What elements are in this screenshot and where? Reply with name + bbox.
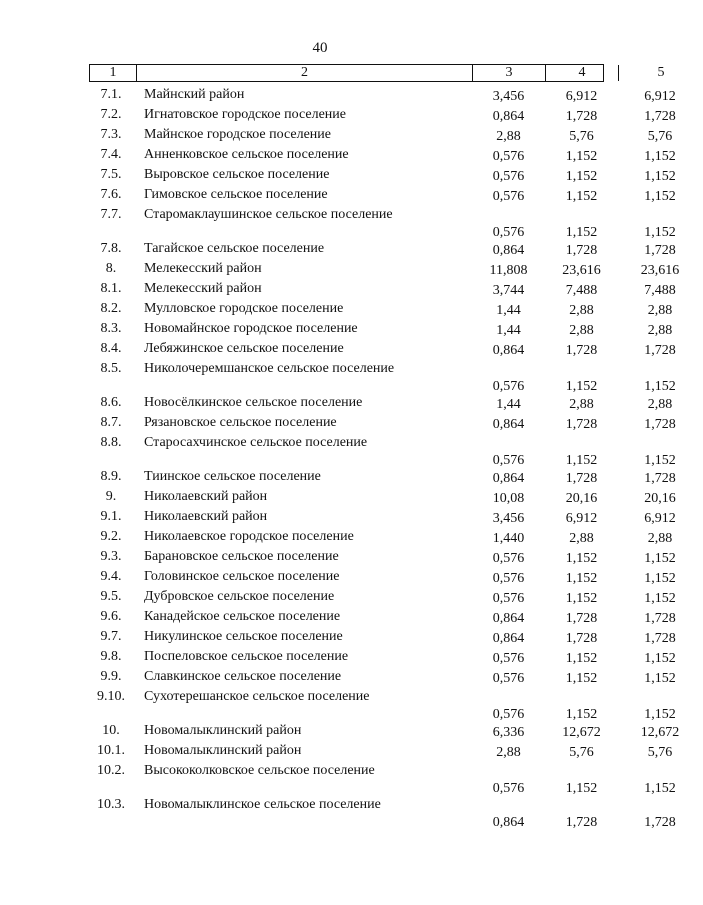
table-row — [89, 566, 676, 586]
row-value-col3: 1,44 — [496, 323, 521, 338]
row-value-col5: 1,728 — [644, 815, 676, 830]
row-number: 7.2. — [100, 107, 122, 122]
row-value-col3: 0,864 — [492, 611, 525, 626]
row-value-col3: 0,576 — [492, 551, 525, 566]
row-name: Барановское сельское поселение — [144, 549, 339, 564]
row-name: Никулинское сельское поселение — [144, 629, 343, 644]
row-value-col5: 1,152 — [644, 651, 676, 666]
row-value-col3: 0,864 — [492, 471, 525, 486]
table-row — [89, 318, 673, 338]
table-row — [89, 794, 676, 830]
table-row — [89, 258, 680, 278]
row-value-col3: 0,864 — [492, 243, 525, 258]
table-row — [89, 760, 676, 796]
row-value-col4: 2,88 — [569, 531, 594, 546]
row-number: 8.8. — [100, 435, 122, 450]
row-value-col4: 1,152 — [565, 149, 598, 164]
row-number: 9.9. — [100, 669, 122, 684]
table-row — [89, 104, 676, 124]
row-name: Игнатовское городское поселение — [144, 107, 346, 122]
row-value-col5: 12,672 — [640, 725, 680, 740]
table-row — [89, 124, 673, 144]
row-number: 8.7. — [100, 415, 122, 430]
row-number: 8.2. — [100, 301, 122, 316]
header-col-1: 1 — [90, 65, 137, 81]
row-name: Выровское сельское поселение — [144, 167, 330, 182]
row-value-col4: 6,912 — [565, 89, 598, 104]
row-number: 10.3. — [97, 797, 125, 812]
row-value-col4: 1,728 — [565, 611, 598, 626]
row-value-col4: 6,912 — [565, 511, 598, 526]
row-value-col4: 20,16 — [565, 491, 598, 506]
row-number: 8.6. — [100, 395, 122, 410]
table-row — [89, 392, 673, 412]
row-name: Старомаклаушинское сельское поселение — [144, 207, 393, 222]
row-number: 9.6. — [100, 609, 122, 624]
row-value-col3: 2,88 — [496, 129, 521, 144]
row-name: Николаевский район — [144, 509, 268, 524]
row-value-col5: 1,152 — [644, 591, 676, 606]
table-row — [89, 546, 676, 566]
row-value-col3: 0,864 — [492, 815, 525, 830]
row-name: Анненковское сельское поселение — [144, 147, 349, 162]
table-row — [89, 278, 676, 298]
row-value-col5: 1,152 — [644, 379, 676, 394]
row-number: 7.6. — [100, 187, 122, 202]
row-value-col3: 11,808 — [489, 263, 528, 278]
header-col-4: 4 — [546, 65, 619, 81]
row-number: 9.1. — [100, 509, 122, 524]
row-value-col5: 23,616 — [640, 263, 680, 278]
table-row — [89, 646, 676, 666]
row-value-col5: 2,88 — [647, 397, 673, 412]
table-row — [89, 238, 676, 258]
row-number: 9.2. — [100, 529, 122, 544]
row-number: 9.10. — [97, 689, 125, 704]
row-number: 7.3. — [100, 127, 122, 142]
row-name: Николаевское городское поселение — [144, 529, 354, 544]
row-name: Дубровское сельское поселение — [144, 589, 335, 604]
row-value-col5: 1,152 — [644, 169, 676, 184]
row-number: 9.4. — [100, 569, 122, 584]
row-number: 10.1. — [97, 743, 125, 758]
row-number: 8.3. — [100, 321, 122, 336]
row-number: 8.5. — [100, 361, 122, 376]
row-value-col5: 5,76 — [647, 129, 673, 144]
row-number: 9.7. — [100, 629, 122, 644]
row-value-col5: 6,912 — [644, 89, 676, 104]
table-row — [89, 204, 676, 240]
table-row — [89, 666, 676, 686]
row-value-col5: 1,728 — [644, 471, 676, 486]
row-number: 7.4. — [100, 147, 122, 162]
row-value-col4: 2,88 — [569, 323, 594, 338]
header-col-2: 2 — [137, 65, 473, 81]
row-value-col4: 23,616 — [562, 263, 601, 278]
row-name: Новомалыклинское сельское поселение — [144, 797, 381, 812]
row-value-col3: 3,456 — [492, 511, 525, 526]
page-number: 40 — [312, 40, 328, 56]
row-value-col3: 1,44 — [496, 303, 521, 318]
row-value-col3: 0,576 — [492, 591, 525, 606]
row-name: Новомалыклинский район — [144, 723, 302, 738]
row-value-col5: 1,152 — [644, 551, 676, 566]
row-value-col5: 2,88 — [647, 323, 673, 338]
row-name: Славкинское сельское поселение — [144, 669, 342, 684]
row-value-col3: 0,864 — [492, 109, 525, 124]
row-name: Новомайнское городское поселение — [144, 321, 358, 336]
row-value-col5: 1,728 — [644, 243, 676, 258]
row-value-col3: 10,08 — [492, 491, 525, 506]
table-row — [89, 184, 676, 204]
row-number: 7.1. — [100, 87, 122, 102]
table-row — [89, 486, 676, 506]
row-name: Новомалыклинский район — [144, 743, 302, 758]
header-col-3: 3 — [473, 65, 546, 81]
row-value-col4: 1,152 — [565, 571, 598, 586]
row-name: Мелекесский район — [144, 261, 262, 276]
row-value-col3: 0,576 — [492, 671, 525, 686]
row-value-col5: 6,912 — [644, 511, 676, 526]
row-name: Новосёлкинское сельское поселение — [144, 395, 363, 410]
row-name: Старосахчинское сельское поселение — [144, 435, 368, 450]
row-name: Тагайское сельское поселение — [144, 241, 325, 256]
row-name: Сухотерешанское сельское поселение — [144, 689, 370, 704]
row-value-col3: 6,336 — [492, 725, 525, 740]
row-value-col5: 2,88 — [647, 531, 673, 546]
table-row — [89, 164, 676, 184]
row-value-col3: 0,576 — [492, 781, 525, 796]
row-value-col4: 1,152 — [565, 671, 598, 686]
row-value-col5: 2,88 — [647, 303, 673, 318]
row-value-col4: 2,88 — [569, 397, 594, 412]
row-value-col3: 0,576 — [492, 225, 525, 240]
row-value-col3: 0,576 — [492, 453, 525, 468]
row-number: 8.4. — [100, 341, 122, 356]
row-name: Тиинское сельское поселение — [144, 469, 321, 484]
row-value-col3: 0,576 — [492, 149, 525, 164]
table-header — [89, 64, 665, 82]
row-value-col4: 1,152 — [565, 591, 598, 606]
row-value-col4: 1,728 — [565, 815, 598, 830]
row-number: 8.1. — [100, 281, 122, 296]
table-row — [89, 412, 676, 432]
row-name: Головинское сельское поселение — [144, 569, 340, 584]
row-value-col3: 1,440 — [492, 531, 525, 546]
row-value-col5: 1,728 — [644, 417, 676, 432]
row-value-col4: 1,728 — [565, 417, 598, 432]
row-value-col3: 0,864 — [492, 417, 525, 432]
table-row — [89, 466, 676, 486]
row-value-col4: 1,728 — [565, 343, 598, 358]
row-name: Николочеремшанское сельское поселение — [144, 361, 395, 376]
table-row — [89, 298, 673, 318]
table-row — [89, 740, 673, 760]
row-value-col3: 1,44 — [496, 397, 521, 412]
row-number: 8.9. — [100, 469, 122, 484]
row-value-col3: 3,744 — [492, 283, 525, 298]
table-row — [89, 626, 676, 646]
row-value-col5: 1,152 — [644, 149, 676, 164]
row-value-col3: 0,576 — [492, 651, 525, 666]
table-row — [89, 606, 676, 626]
row-number: 9.8. — [100, 649, 122, 664]
row-name: Канадейское сельское поселение — [144, 609, 341, 624]
row-name: Рязановское сельское поселение — [144, 415, 337, 430]
row-name: Высококолковское сельское поселение — [144, 763, 375, 778]
row-value-col4: 1,728 — [565, 109, 598, 124]
row-value-col5: 1,152 — [644, 571, 676, 586]
row-name: Гимовское сельское поселение — [144, 187, 328, 202]
table-row — [89, 586, 676, 606]
row-value-col4: 1,152 — [565, 189, 598, 204]
row-value-col5: 1,152 — [644, 707, 676, 722]
row-value-col4: 7,488 — [565, 283, 598, 298]
row-value-col5: 1,728 — [644, 343, 676, 358]
row-number: 9. — [105, 489, 117, 504]
row-value-col4: 1,152 — [565, 169, 598, 184]
table-row — [89, 432, 676, 468]
row-number: 7.8. — [100, 241, 122, 256]
row-value-col4: 2,88 — [569, 303, 594, 318]
row-value-col5: 1,728 — [644, 631, 676, 646]
table-row — [89, 338, 676, 358]
row-number: 10. — [102, 723, 120, 738]
row-value-col5: 7,488 — [644, 283, 676, 298]
row-value-col3: 0,576 — [492, 707, 525, 722]
row-value-col5: 5,76 — [647, 745, 673, 760]
row-value-col3: 0,576 — [492, 169, 525, 184]
row-value-col4: 1,152 — [565, 225, 598, 240]
row-value-col3: 0,864 — [492, 343, 525, 358]
row-value-col3: 0,864 — [492, 631, 525, 646]
row-value-col4: 1,152 — [565, 651, 598, 666]
table-row — [89, 526, 673, 546]
row-value-col4: 1,152 — [565, 781, 598, 796]
row-value-col4: 1,728 — [565, 243, 598, 258]
row-value-col5: 1,728 — [644, 109, 676, 124]
row-value-col5: 1,152 — [644, 189, 676, 204]
row-value-col3: 3,456 — [492, 89, 525, 104]
row-number: 9.5. — [100, 589, 122, 604]
row-number: 7.7. — [100, 207, 122, 222]
row-value-col3: 0,576 — [492, 571, 525, 586]
table-body — [89, 84, 680, 830]
table-row — [89, 144, 676, 164]
row-value-col5: 1,728 — [644, 611, 676, 626]
row-value-col4: 5,76 — [569, 745, 594, 760]
row-name: Лебяжинское сельское поселение — [144, 341, 344, 356]
row-name: Поспеловское сельское поселение — [144, 649, 349, 664]
row-value-col4: 1,728 — [565, 631, 598, 646]
table-row — [89, 720, 680, 740]
row-value-col4: 12,672 — [562, 725, 601, 740]
table-row — [89, 358, 676, 394]
row-name: Майнское городское поселение — [144, 127, 331, 142]
row-value-col5: 1,152 — [644, 225, 676, 240]
row-name: Мелекесский район — [144, 281, 262, 296]
row-value-col3: 0,576 — [492, 379, 525, 394]
row-value-col4: 1,152 — [565, 707, 598, 722]
header-col-5: 5 — [657, 65, 665, 80]
row-number: 10.2. — [97, 763, 125, 778]
table-row — [89, 84, 676, 104]
row-value-col4: 1,152 — [565, 551, 598, 566]
row-value-col5: 1,152 — [644, 453, 676, 468]
row-value-col4: 1,152 — [565, 379, 598, 394]
row-number: 9.3. — [100, 549, 122, 564]
row-value-col4: 1,152 — [565, 453, 598, 468]
table-row — [89, 506, 676, 526]
row-value-col5: 1,152 — [644, 781, 676, 796]
row-value-col5: 20,16 — [644, 491, 676, 506]
row-number: 7.5. — [100, 167, 122, 182]
row-value-col3: 0,576 — [492, 189, 525, 204]
row-value-col4: 1,728 — [565, 471, 598, 486]
row-name: Майнский район — [144, 87, 245, 102]
row-name: Мулловское городское поселение — [144, 301, 344, 316]
table-row — [89, 686, 676, 722]
row-name: Николаевский район — [144, 489, 268, 504]
row-value-col5: 1,152 — [644, 671, 676, 686]
row-value-col4: 5,76 — [569, 129, 594, 144]
row-value-col3: 2,88 — [496, 745, 521, 760]
row-number: 8. — [105, 261, 117, 276]
